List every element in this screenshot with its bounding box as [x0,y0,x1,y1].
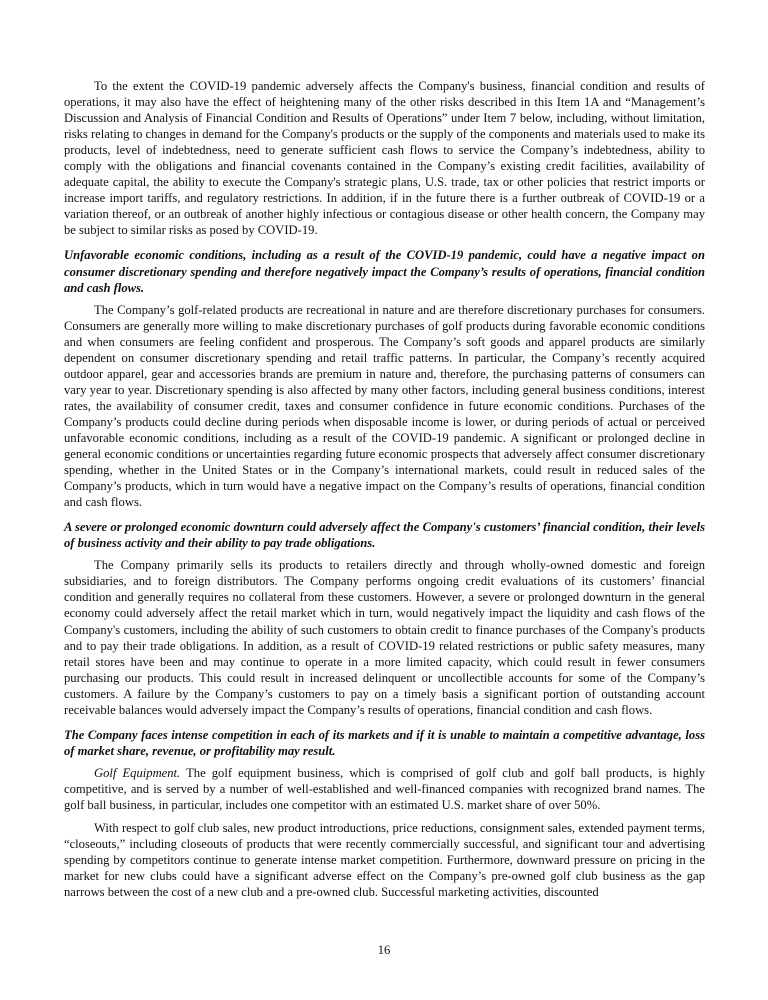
document-page [64,78,705,900]
heading-intense-competition: The Company faces intense competition in each of its markets and if it is unable to maintain a competitive advantage, loss of market share, revenue, or profitability may result. [64,727,705,758]
page-number: 16 [377,943,391,957]
golf-equipment-text: The golf equipment business, which is comprised of golf club and golf ball products, is highly competitive, and is served by a number of well-established and well-financed companies with recognized brand names. The golf ball business, in particular, includes one competitor with an estimated U.S. market share of over 50%. [64,765,705,812]
paragraph-discretionary-spending: The Company’s golf-related products are recreational in nature and are therefore discretionary purchases for consumers. Consumers are generally more willing to make discretionary purchases of golf products during favorable economic conditions and when consumers are feeling confident and prosperous. The Company’s soft goods and apparel products are similarly dependent on consumer discretionary spending and retail traffic patterns. In particular, the Company’s recently acquired outdoor apparel, gear and accessories brands are premium in nature and, therefore, the purchasing patterns of consumers can vary year to year. Discretionary spending is also affected by many other factors, including general business conditions, interest rates, the availability of consumer credit, taxes and consumer confidence in future economic conditions. Purchases of the Company’s products could decline during periods when disposable income is lower, or during periods of actual or perceived unfavorable economic conditions, including as a result of the COVID-19 pandemic. A significant or prolonged decline in general economic conditions or uncertainties regarding future economic prospects that adversely affect consumer discretionary spending, whether in the United States or in the Company’s international markets, could result in reduced sales of the Company’s products, which in turn would have a negative impact on the Company’s results of operations, financial condition and cash flows. [64,302,705,510]
golf-equipment-lead: Golf Equipment. [94,765,181,780]
paragraph-golf-equipment [64,765,705,813]
heading-economic-downturn-customers: A severe or prolonged economic downturn could adversely affect the Company's customers’ financial condition, their levels of business activity and their ability to pay trade obligations. [64,520,705,551]
paragraph-covid-risks: To the extent the COVID-19 pandemic adversely affects the Company's business, financial condition and results of operations, it may also have the effect of heightening many of the other risks described in this Item 1A and “Management’s Discussion and Analysis of Financial Condition and Results of Operations” under Item 7 below, including, without limitation, risks relating to changes in demand for the Company's products or the supply of the components and materials used to make its products, level of indebtedness, need to generate sufficient cash flows to service the Company’s indebtedness, ability to comply with the obligations and financial covenants contained in the Company’s existing credit facilities, availability of adequate capital, the ability to execute the Company's strategic plans, U.S. trade, tax or other policies that restrict imports or increase import tariffs, and regulatory restrictions. In addition, if in the future there is a further outbreak of COVID-19 or a variation thereof, or an outbreak of another highly infectious or contagious disease or other health concern, the Company may be subject to similar risks as posed by COVID-19. [64,79,705,238]
paragraph-customer-credit: The Company primarily sells its products to retailers directly and through wholly-owned domestic and foreign subsidiaries, and to foreign distributors. The Company performs ongoing credit evaluations of its customers’ financial condition and generally requires no collateral from these customers. However, a severe or prolonged downturn in the general economy could adversely affect the retail market which in turn, would negatively impact the liquidity and cash flows of the Company's customers, including the ability of such customers to obtain credit to finance purchases of the Company's products and to pay their trade obligations. In addition, as a result of COVID-19 related restrictions or public safety measures, many retail stores have been and may continue to operate in a more limited capacity, which could result in fewer consumers purchasing our products. This could result in increased delinquent or uncollectible accounts for some of the Company’s customers. A failure by the Company’s customers to pay on a timely basis a significant portion of outstanding account receivable balances would adversely impact the Company’s results of operations, financial condition and cash flows. [64,558,705,717]
heading-unfavorable-economic-conditions: Unfavorable economic conditions, including as a result of the COVID-19 pandemic, could have a negative impact on consumer discretionary spending and therefore negatively impact the Company’s results of operations, financial condition and cash flows. [64,248,705,295]
paragraph-golf-club-sales: With respect to golf club sales, new product introductions, price reductions, consignment sales, extended payment terms, “closeouts,” including closeouts of products that were recently commercially successful, and significant tour and advertising spending by competitors continue to generate intense market competition. Furthermore, downward pressure on pricing in the market for new clubs could have a significant adverse effect on the Company’s pre-owned golf club business as the gap narrows between the cost of a new club and a pre-owned club. Successful marketing activities, discounted [64,821,705,900]
